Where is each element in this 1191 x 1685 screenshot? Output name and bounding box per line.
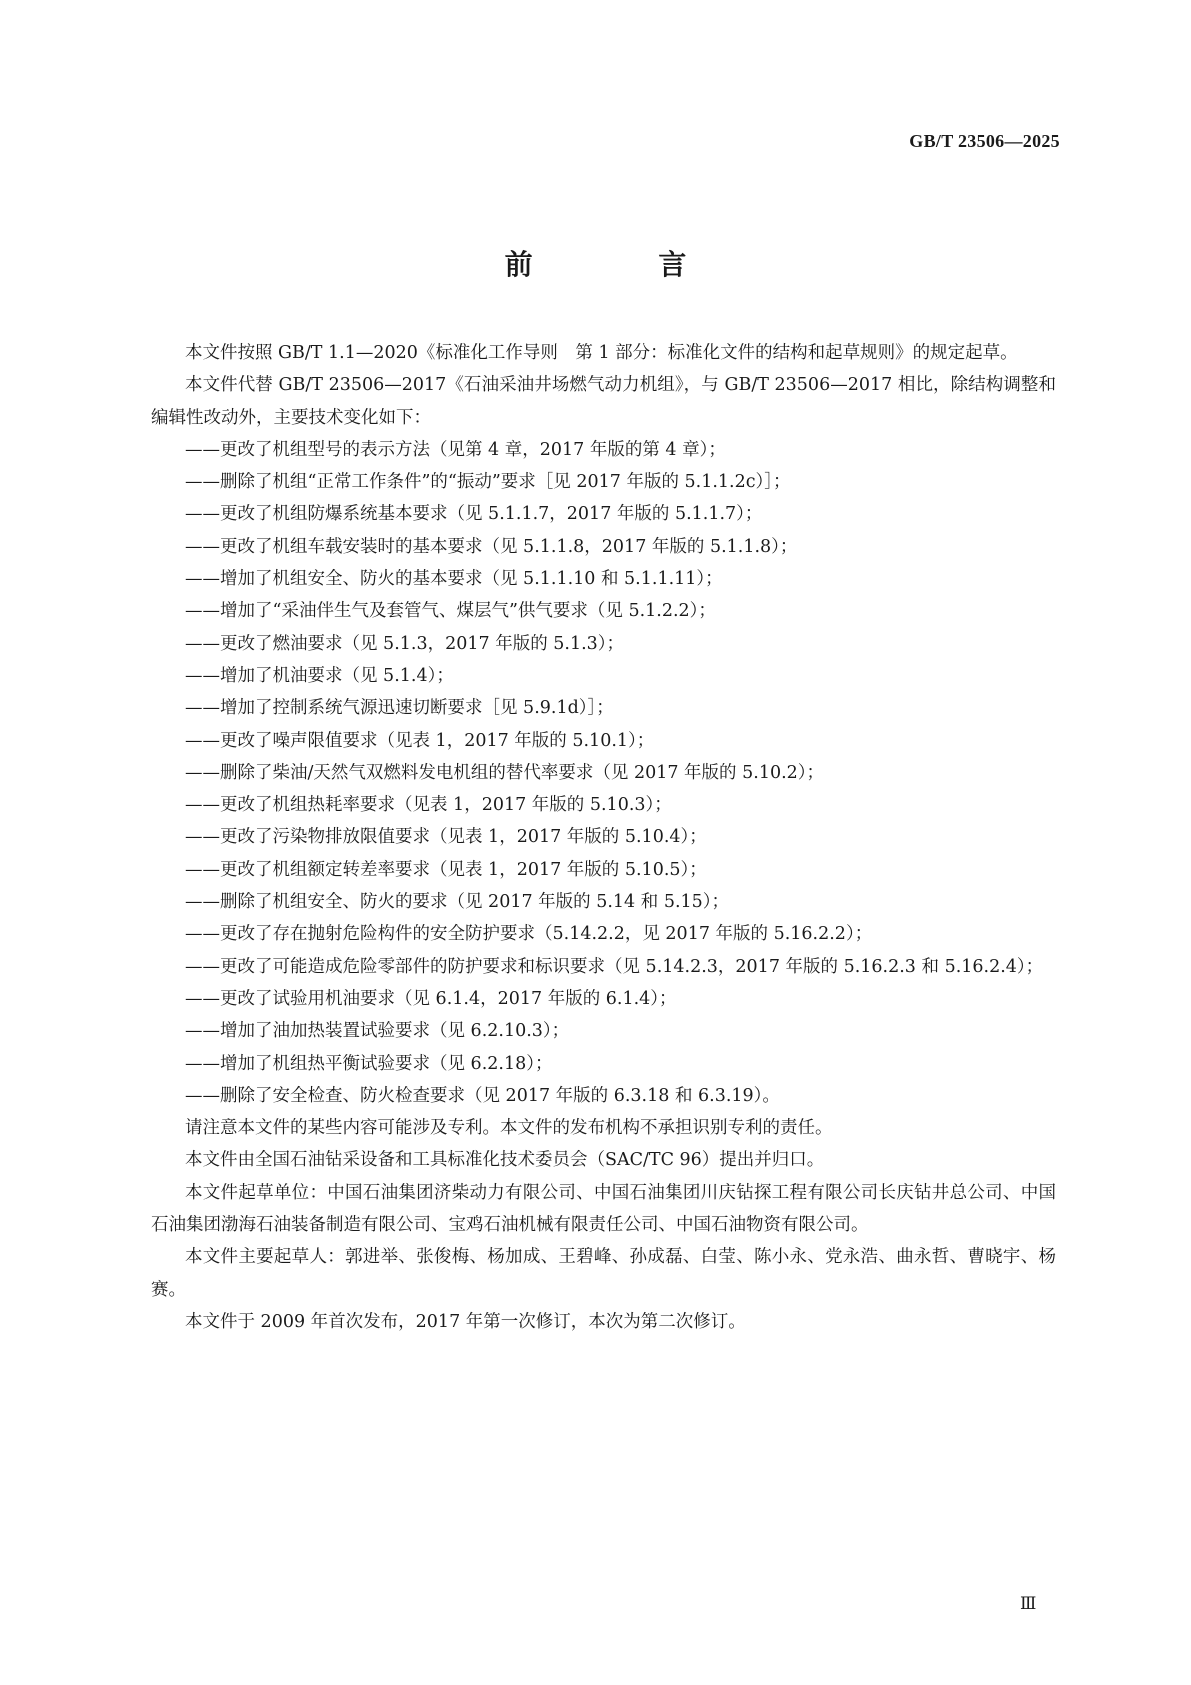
paragraph: 本文件按照 GB/T 1.1—2020《标准化工作导则 第 1 部分：标准化文件的结构和起草规则》的规定起草。 bbox=[185, 343, 1018, 363]
change-item: ——更改了存在抛射危险构件的安全防护要求（5.14.2.2，见 2017 年版的 5.16.2.2）； bbox=[185, 924, 873, 945]
change-item: ——更改了噪声限值要求（见表 1，2017 年版的 5.10.1）； bbox=[185, 730, 655, 751]
change-item: ——增加了“采油伴生气及套管气、煤层气”供气要求（见 5.1.2.2）； bbox=[185, 601, 716, 622]
page-number: Ⅲ bbox=[1020, 1594, 1037, 1613]
change-list bbox=[151, 434, 1056, 1112]
change-item: ——删除了机组“正常工作条件”的“振动”要求［见 2017 年版的 5.1.1.2c）］； bbox=[185, 472, 791, 493]
change-item: ——删除了安全检查、防火检查要求（见 2017 年版的 6.3.18 和 6.3.19）。 bbox=[185, 1085, 780, 1106]
paragraph: 请注意本文件的某些内容可能涉及专利。本文件的发布机构不承担识别专利的责任。 bbox=[185, 1118, 833, 1139]
change-item: ——删除了柴油/天然气双燃料发电机组的替代率要求（见 2017 年版的 5.10.2）； bbox=[185, 762, 825, 783]
paragraph: 本文件起草单位：中国石油集团济柴动力有限公司、中国石油集团川庆钻探工程有限公司长庆钻井总公司、中国石油集团渤海石油装备制造有限公司、宝鸡石油机械有限责任公司、中国石油物资有限公司。 bbox=[151, 1182, 1056, 1236]
change-item: ——更改了机组车载安装时的基本要求（见 5.1.1.8，2017 年版的 5.1.1.8）； bbox=[185, 536, 798, 557]
paragraph: 本文件由全国石油钻采设备和工具标准化技术委员会（SAC/TC 96）提出并归口。 bbox=[185, 1150, 825, 1171]
change-item: ——增加了控制系统气源迅速切断要求［见 5.9.1d）］； bbox=[185, 698, 614, 719]
standard-code: GB/T 23506—2025 bbox=[909, 131, 1060, 151]
change-item: ——更改了机组额定转差率要求（见表 1，2017 年版的 5.10.5）； bbox=[185, 859, 707, 880]
change-item: ——增加了机组安全、防火的基本要求（见 5.1.1.10 和 5.1.1.11）； bbox=[185, 569, 723, 590]
change-item: ——更改了机组防爆系统基本要求（见 5.1.1.7，2017 年版的 5.1.1.7）； bbox=[185, 504, 763, 525]
document-body bbox=[151, 337, 1056, 1338]
change-item: ——增加了油加热装置试验要求（见 6.2.10.3）； bbox=[185, 1021, 570, 1042]
change-item: ——更改了可能造成危险零部件的防护要求和标识要求（见 5.14.2.3，2017 年版的 5.16.2.3 和 5.16.2.4）； bbox=[185, 956, 1044, 977]
change-item: ——更改了机组热耗率要求（见表 1，2017 年版的 5.10.3）； bbox=[185, 795, 672, 816]
paragraph: 本文件于 2009 年首次发布，2017 年第一次修订，本次为第二次修订。 bbox=[185, 1311, 746, 1332]
paragraph: 本文件代替 GB/T 23506—2017《石油采油井场燃气动力机组》，与 GB/T 23506—2017 相比，除结构调整和编辑性改动外，主要技术变化如下： bbox=[151, 375, 1056, 428]
paragraph: 本文件主要起草人：郭进举、张俊梅、杨加成、王碧峰、孙成磊、白莹、陈小永、党永浩、曲永哲、曹晓宇、杨赛。 bbox=[151, 1247, 1056, 1300]
change-item: ——更改了污染物排放限值要求（见表 1，2017 年版的 5.10.4）； bbox=[185, 827, 707, 848]
change-item: ——删除了机组安全、防火的要求（见 2017 年版的 5.14 和 5.15）； bbox=[185, 892, 730, 913]
change-item: ——增加了机油要求（见 5.1.4）； bbox=[185, 665, 454, 686]
page-title: 前 言 bbox=[504, 248, 745, 281]
change-item: ——更改了机组型号的表示方法（见第 4 章，2017 年版的第 4 章）； bbox=[185, 439, 726, 460]
change-item: ——更改了试验用机油要求（见 6.1.4，2017 年版的 6.1.4）； bbox=[185, 988, 677, 1009]
change-item: ——增加了机组热平衡试验要求（见 6.2.18）； bbox=[185, 1053, 553, 1074]
change-item: ——更改了燃油要求（见 5.1.3，2017 年版的 5.1.3）； bbox=[185, 633, 625, 654]
